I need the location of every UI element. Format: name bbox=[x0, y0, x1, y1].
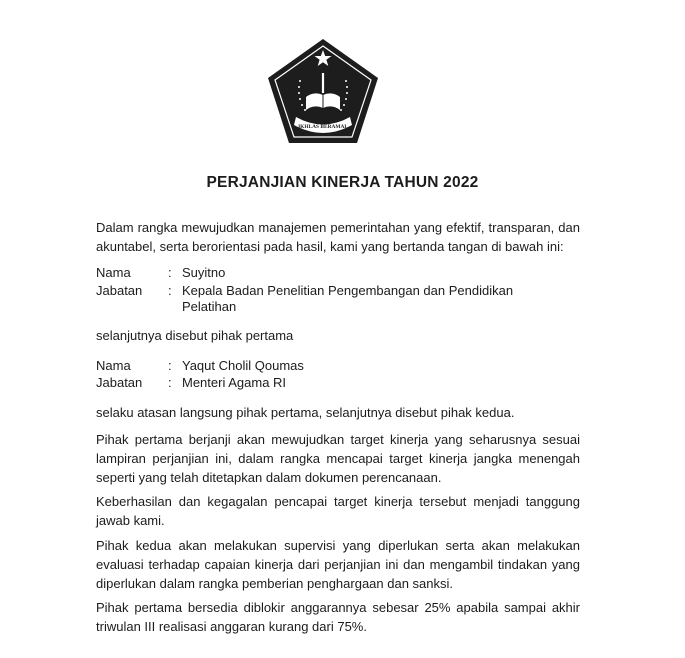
party1-position-value: Kepala Badan Penelitian Pengembangan dan Pendidikan bbox=[182, 283, 514, 298]
party2-position-label: Jabatan bbox=[96, 375, 143, 390]
party2-name-value: Yaqut Cholil Qoumas bbox=[182, 358, 304, 373]
party1-note: selanjutnya disebut pihak pertama bbox=[96, 328, 294, 343]
party1-position-value-cont: Pelatihan bbox=[182, 299, 237, 314]
intro-paragraph: Dalam rangka mewujudkan manajemen pemerintahan yang efektif, transparan, dan akuntabel, serta berorientasi pada hasil, kami yang bertanda tangan di bawah ini: bbox=[96, 220, 580, 254]
party2-note: selaku atasan langsung pihak pertama, selanjutnya disebut pihak kedua. bbox=[96, 405, 515, 420]
party1-position-label: Jabatan bbox=[96, 283, 143, 298]
document-page: IKHLAS BERAMAL PERJANJIAN KINERJA TAHUN 2022 Dalam rangka mewujudkan manajemen pemerintahan yang efektif, transparan, dan akuntabel, serta berorientasi pada hasil, kami yang bertanda tangan di bawah ini: Nama : Suyitno Jabatan : Kepala Badan Penelitian Pengembangan dan Pendidikan Pelatihan selanjutnya disebut pihak pertama Nama : Yaqut Cholil Qoumas Jabatan : Menteri Agama RI selaku atasan langsung pihak pertama, selanjutnya disebut pihak kedua. Pihak pertama berjanji akan mewujudkan target kinerja yang seharusnya sesuai lampiran perjanjian ini, dalam rangka mencapai target kinerja jangka menengah seperti yang telah ditetapkan dalam dokumen perencanaan. Keberhasilan dan kegagalan pencapai target kinerja tersebut menjadi tanggung jawab kami. Pihak kedua akan melakukan supervisi yang diperlukan serta akan melakukan evaluasi terhadap capaian kinerja dari perjanjian ini dan mengambil tindakan yang diperlukan dalam rangka pemberian penghargaan dan sanksi. Pihak pertama bersedia diblokir anggarannya sebesar 25% apabila sampai akhir triwulan III realisasi anggaran kurang dari 75%. bbox=[0, 0, 685, 658]
paragraph-commitment: Pihak pertama berjanji akan mewujudkan target kinerja yang seharusnya sesuai lampiran perjanjian ini, dalam rangka mencapai target kinerja jangka menengah seperti yang telah ditetapkan dalam dokumen perencanaan. bbox=[96, 432, 580, 485]
page-title: PERJANJIAN KINERJA TAHUN 2022 bbox=[206, 174, 479, 191]
party2-position-value: Menteri Agama RI bbox=[182, 375, 287, 390]
emblem-motto: IKHLAS BERAMAL bbox=[298, 124, 348, 130]
party1-name-label: Nama bbox=[96, 265, 131, 280]
ministry-emblem-icon bbox=[266, 37, 380, 145]
party1-name-value: Suyitno bbox=[182, 265, 226, 280]
paragraph-budget-block: Pihak pertama bersedia diblokir anggarannya sebesar 25% apabila sampai akhir triwulan III realisasi anggaran kurang dari 75%. bbox=[96, 600, 580, 634]
party2-name-label: Nama bbox=[96, 358, 131, 373]
paragraph-responsibility: Keberhasilan dan kegagalan pencapai target kinerja tersebut menjadi tanggung jawab kami. bbox=[96, 494, 580, 528]
paragraph-supervision: Pihak kedua akan melakukan supervisi yang diperlukan serta akan melakukan evaluasi terhadap capaian kinerja dari perjanjian ini dan mengambil tindakan yang diperlukan dalam rangka pemberian penghargaan dan sanksi. bbox=[96, 538, 580, 591]
